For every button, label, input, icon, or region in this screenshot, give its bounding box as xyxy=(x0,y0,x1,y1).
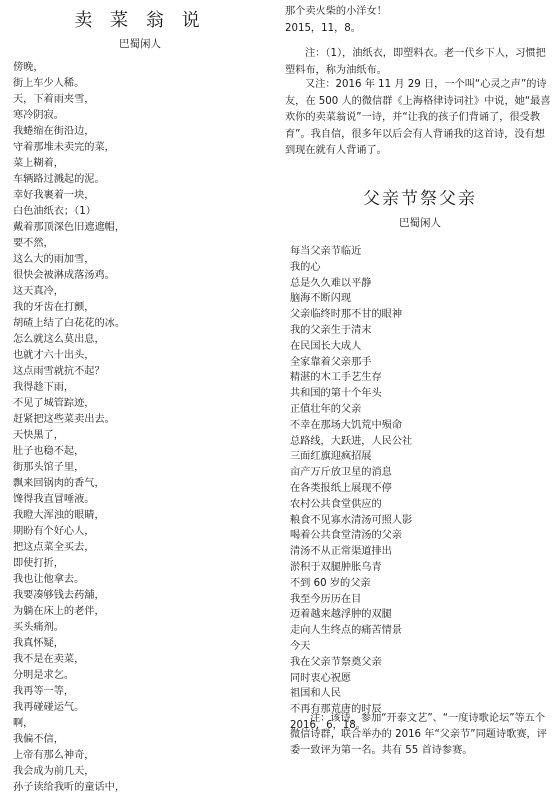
poem-line: 我的牙齿在打颤， xyxy=(13,302,95,313)
poem-line: 傍晚， xyxy=(13,62,44,73)
poem-line: 我的心 xyxy=(290,261,321,273)
poem-line: 戴着那顶深色旧遮遮帽， xyxy=(13,222,126,233)
poem-line: 亩产万斤放卫星的消息 xyxy=(290,467,392,479)
poem-title-2: 父亲节祭父亲 xyxy=(363,189,477,209)
poem-line: 淤积于双腿肿胀乌青 xyxy=(290,561,382,573)
poem-line: 在各类报纸上展现不停 xyxy=(290,482,392,494)
poem-line: 飘来回锅肉的香气， xyxy=(13,478,105,489)
poem-line: 精湛的木工手艺生存 xyxy=(290,372,382,384)
poem-line: 我至今历历在目 xyxy=(290,593,362,605)
poem-line: 我也让他拿去。 xyxy=(13,574,85,585)
poem-line: 要不然， xyxy=(13,238,54,249)
poem-line: 我再等一等， xyxy=(13,686,75,697)
poem-line: 迈着越来越浮肿的双腿 xyxy=(290,609,392,621)
poem-line: 总是久久难以平静 xyxy=(290,277,372,289)
poem-line: 馋得我直冒唾液。 xyxy=(13,494,95,505)
poem-line: 共和国的第十个年头 xyxy=(290,388,382,400)
poem-line: 我要凑够钱去药舖， xyxy=(13,590,105,601)
poem-line: 我再碰碰运气。 xyxy=(13,702,85,713)
poem-author: 巴蜀闲人 xyxy=(119,38,161,50)
poem-line: 为躺在床上的老伴， xyxy=(13,606,105,617)
poem-lines-2 xyxy=(290,244,412,734)
poem-line: 分明是求乞。 xyxy=(13,670,75,681)
poem-line: 总路线，大跃进，人民公社 xyxy=(290,435,413,447)
poem-ending-line: 那个卖火柴的小洋女！ xyxy=(285,6,387,17)
poem-line: 上帝有那么神奇， xyxy=(13,750,95,761)
poem-line: 街上车少人稀。 xyxy=(13,78,85,89)
poem-line: 这天真冷， xyxy=(13,286,64,297)
poem-line: 正值壮年的父亲 xyxy=(290,403,362,415)
poem-line: 我真怀疑， xyxy=(13,638,64,649)
poem-author-2: 巴蜀闲人 xyxy=(399,217,441,229)
poem-line: 我的父亲生于清末 xyxy=(290,324,372,336)
poem-line: 我蜷缩在街沿边， xyxy=(13,126,95,137)
poem-line: 这点雨雪就抗不起？ xyxy=(13,366,105,377)
poem-line: 肚子也稳不起， xyxy=(13,446,85,457)
poem-line: 赶紧把这些菜卖出去。 xyxy=(13,414,115,425)
poem-line: 街那头馆子里， xyxy=(13,462,85,473)
poem-line: 祖国和人民 xyxy=(290,688,341,700)
poem-line: 把这点菜全买去， xyxy=(13,542,95,553)
poem-line: 这么大的雨加雪， xyxy=(13,254,95,265)
poem-line: 每当父亲节临近 xyxy=(290,246,362,257)
poem-line: 天，下着雨夹雪， xyxy=(13,94,95,105)
poem-line: 啊， xyxy=(13,718,34,729)
poem-line: 我不是在卖菜， xyxy=(13,654,85,665)
poem-line: 车辆路过溅起的泥。 xyxy=(13,174,105,185)
poem-line: 不到 60 岁的父亲 xyxy=(290,577,371,589)
poem-line: 我瞪大浑浊的眼睛， xyxy=(13,510,105,521)
poem-line: 清汤不从正常渠道排出 xyxy=(290,546,392,558)
poem-line: 农村公共食堂供应的 xyxy=(290,498,382,510)
poem-line: 很快会被淋成落汤鸡。 xyxy=(13,270,115,281)
poem-line: 不再有那荒唐的时辰 xyxy=(290,704,382,716)
poem-line: 买头痛剂。 xyxy=(13,622,64,633)
poem-line: 即使打折， xyxy=(13,558,64,569)
poem-date: 2015，11，8。 xyxy=(285,22,361,34)
poem-lines xyxy=(13,60,125,796)
poem-line: 粮食不见寡水清汤可照人影 xyxy=(290,514,413,526)
poem-line: 我在父亲节祭奠父亲 xyxy=(290,656,382,668)
poem-line: 走向人生终点的痛苦情景 xyxy=(290,625,403,637)
poem-line: 全家靠着父亲那手 xyxy=(290,356,372,368)
poem-line: 我会成为前几天， xyxy=(13,766,95,777)
poem-line: 今天 xyxy=(290,640,311,652)
poem-line: 我得趁下雨， xyxy=(13,382,75,393)
poem-note: 注：（1），油纸衣，即塑料衣。老一代乡下人，习惯把塑料布，称为油纸布。 xyxy=(285,48,546,76)
poem-line: 菜上糊着， xyxy=(13,158,64,169)
poem-line: 不见了城管踪迹， xyxy=(13,398,95,409)
poem-line: 守着那堆未卖完的菜， xyxy=(13,142,115,153)
poem-line: 白色油纸衣；（1） xyxy=(13,206,96,217)
poem-line: 天快黑了， xyxy=(13,430,64,441)
poem-line: 脑海不断闪现 xyxy=(290,293,352,305)
poem-note-extra: 又注：2016 年 11 月 29 日，一个叫“心灵之声”的诗友，在 500 人的微信群《上海格律诗词社》中说，她“最喜欢你的卖菜翁说”一诗，并“让我的孩子们背诵了，很受教育”。我自信，很多年以后会有人背诵我的这首诗，没有想到现在就有人背诵了。 xyxy=(285,79,551,156)
poem-line: 同时衷心祝愿 xyxy=(290,672,352,684)
poem-line: 喝着公共食堂清汤的父亲 xyxy=(290,530,403,542)
poem-line: 父亲临终时那不甘的眼神 xyxy=(290,309,403,321)
poem-line: 2016，6，18。 xyxy=(290,719,366,731)
poem-line: 也就才六十出头， xyxy=(13,350,95,361)
poem-line: 期盼有个好心人， xyxy=(13,526,95,537)
poem-ending xyxy=(285,4,553,37)
poem-title: 卖 菜 翁 说 xyxy=(74,10,206,31)
poem-line: 怎么就这么莫出息， xyxy=(13,334,105,345)
poem-line: 寒冷阴寂。 xyxy=(13,110,64,121)
poem-line: 在民国长大成人 xyxy=(290,340,362,352)
poem-line: 胡碴上结了白花花的冰。 xyxy=(13,318,126,329)
poem-note-2: 注：该诗，参加“开泰文艺”、“一度诗歌论坛”等五个微信诗群，联合举办的 2016 年“父亲节”同题诗歌赛，评委一致评为第一名。共有 55 首诗参赛。 xyxy=(290,713,547,756)
poem-line: 孙子读给我听的童话中， xyxy=(13,782,126,793)
poem-line: 不幸在那场大饥荒中殒命 xyxy=(290,419,403,431)
poem-line: 三面红旗迎疯招展 xyxy=(290,451,372,463)
poem-line: 我偏不信， xyxy=(13,734,64,745)
poem-line: 幸好我裹着一块， xyxy=(13,190,95,201)
